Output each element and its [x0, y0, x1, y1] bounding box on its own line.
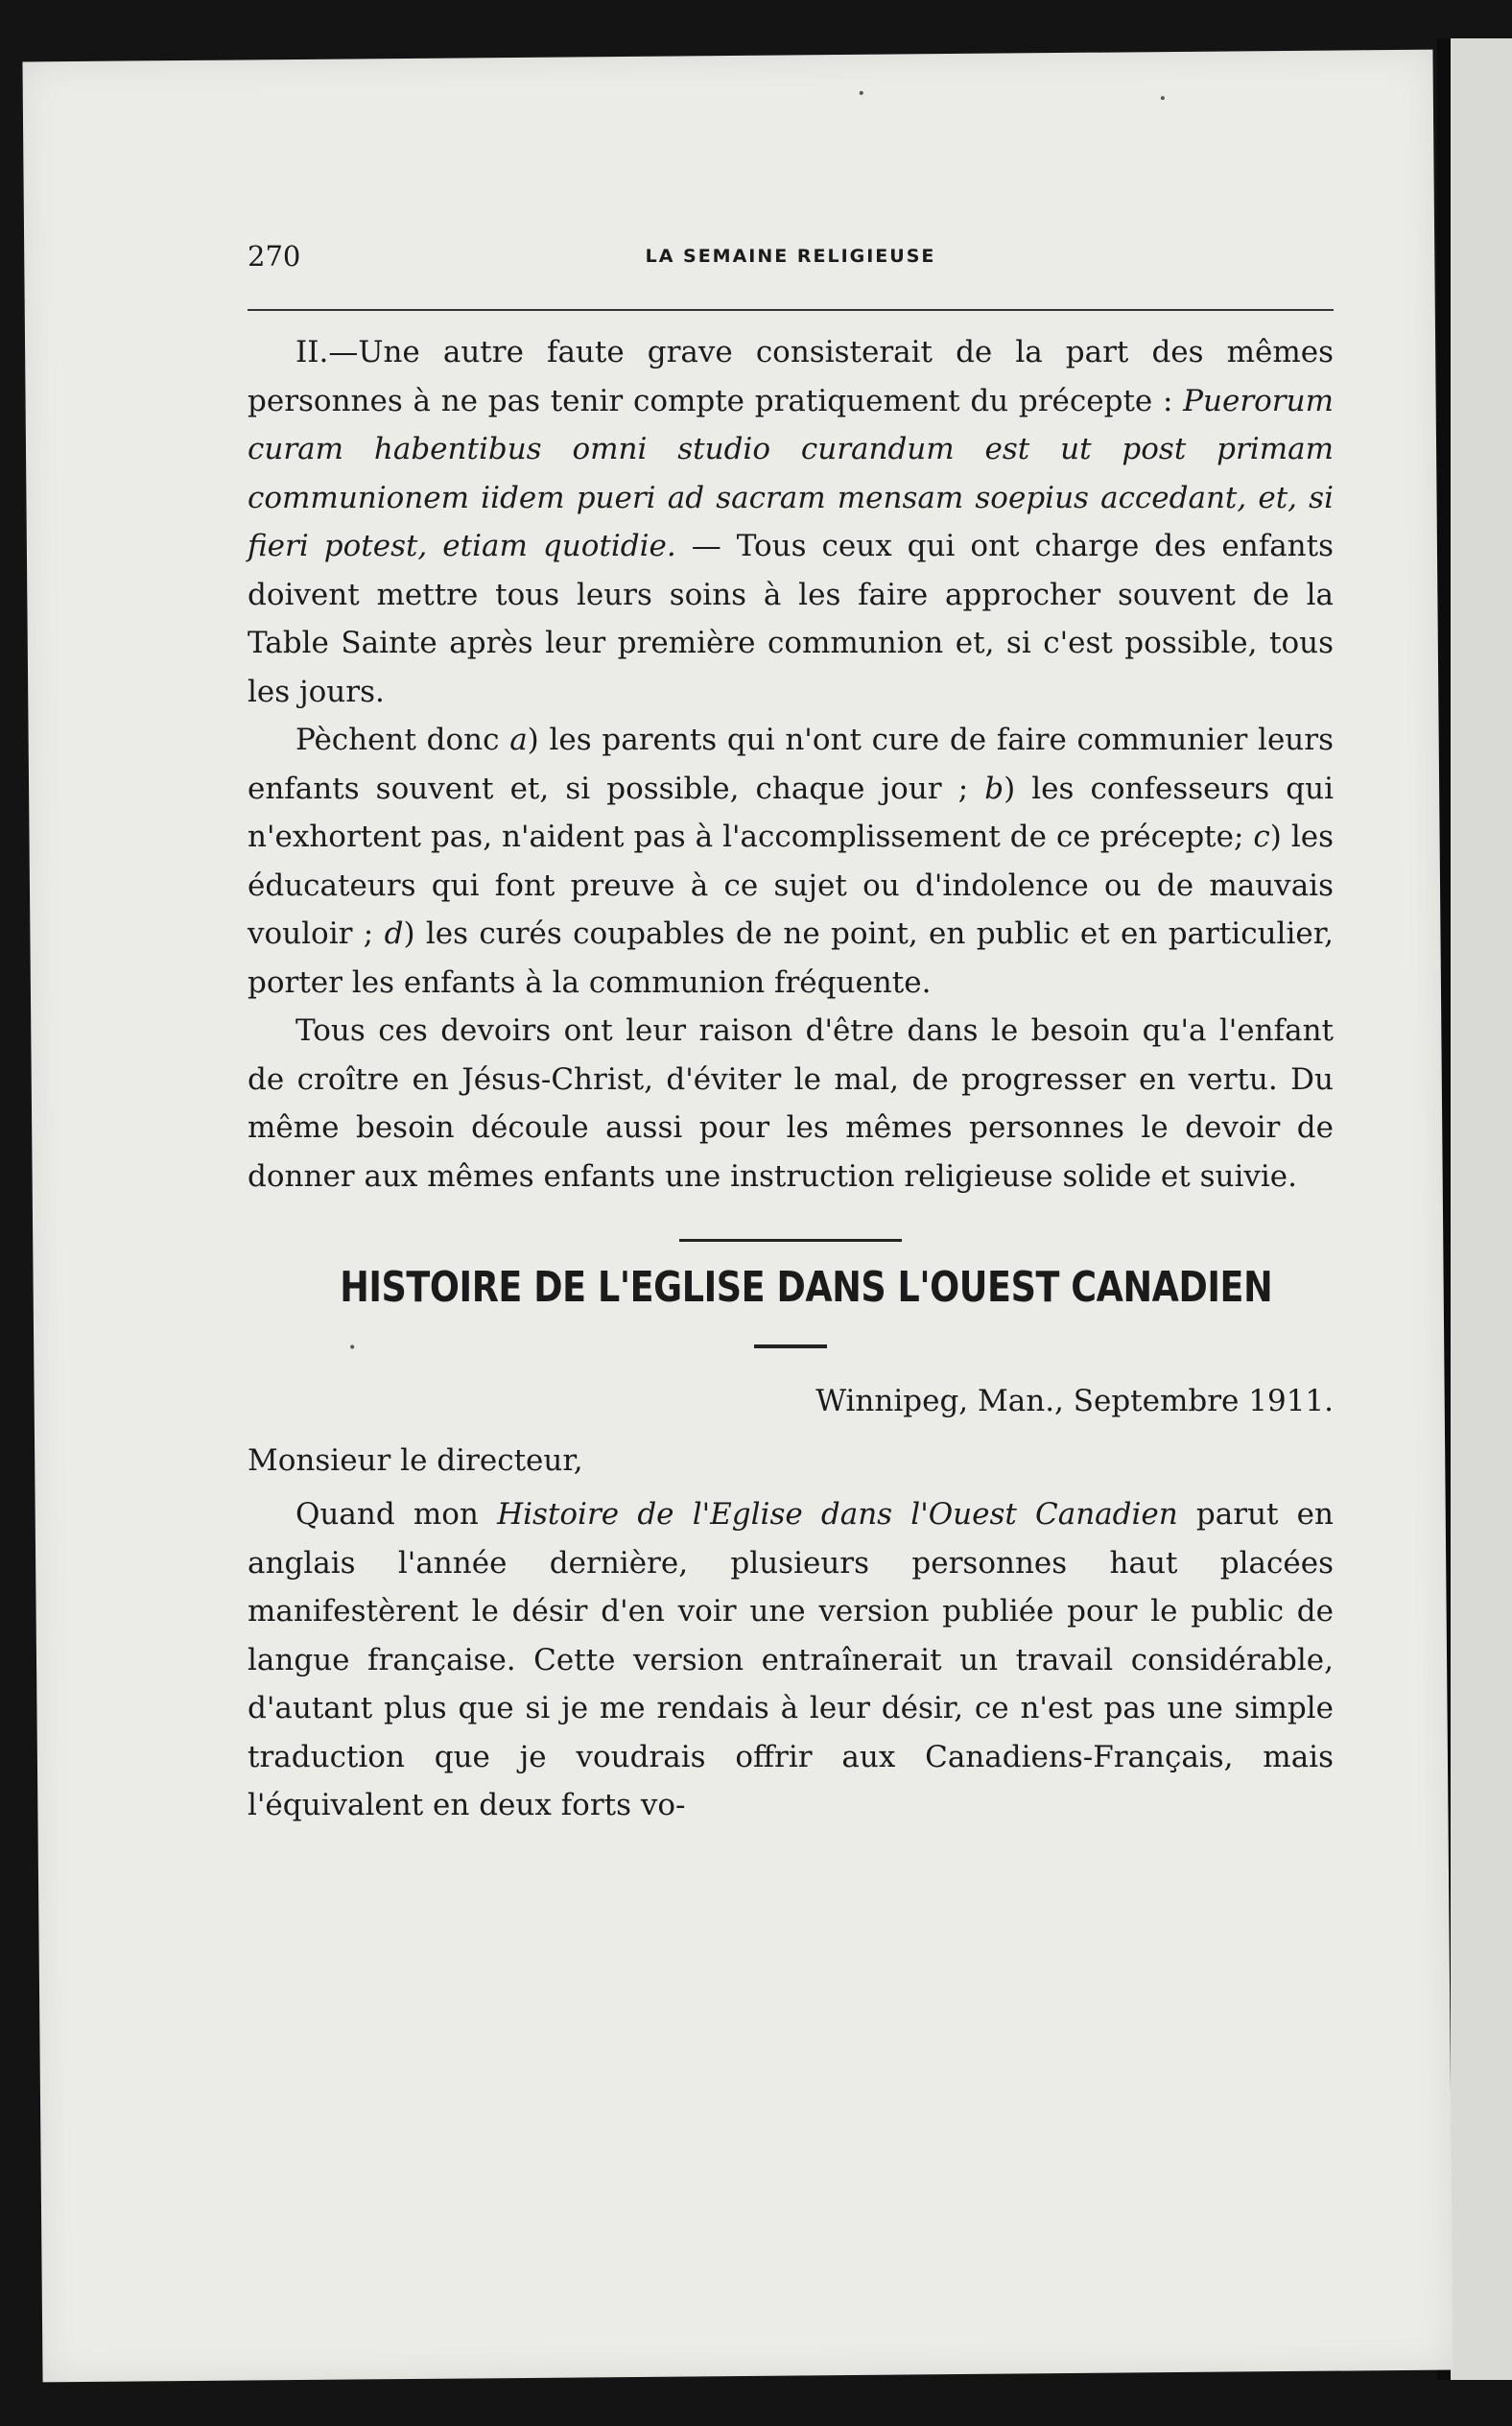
latin-precept: Puerorum curam habentibus omni studio curandum est ut post primam communionem iidem pueri ad sacram mensam soepius accedant, et, si fieri potest, etiam quotidie. — [248, 383, 1334, 563]
paragraph-ii-rest: — Tous ceux qui ont charge des enfants doivent mettre tous leurs soins à les faire approcher souvent de la Table Sainte après leur première communion et, si c'est possible, tous les jours. — [248, 529, 1335, 709]
text-run: parut en anglais l'année dernière, plusieurs personnes haut placées manifestèrent le désir d'en voir une version publiée pour le public de langue française. Cette version entraînerait un travail considérable, d'autant plus que si je me rendais à leur désir, ce n'est pas une simple traduction que je voudrais offrir aux Canadiens-Français, mais l'équivalent en deux forts vo- — [248, 1497, 1334, 1822]
page-content — [248, 228, 1334, 1830]
letter-paragraph — [248, 1490, 1334, 1830]
paragraph-devoirs: Tous ces devoirs ont leur raison d'être dans le besoin qu'a l'enfant de croître en Jésus-Christ, d'éviter le mal, de progresser en vertu. Du même besoin découle aussi pour les mêmes personnes le devoir de donner aux mêmes enfants une instruction religieuse solide et suivie. — [248, 1013, 1334, 1194]
text-run: ) les parents qui n'ont cure de faire communier leurs enfants souvent et, si possible, chaque jour ; — [248, 723, 1334, 806]
title-underline-rule — [754, 1344, 827, 1348]
section-title: HISTOIRE DE L'EGLISE DANS L'OUEST CANADIEN — [340, 1263, 1273, 1312]
adjacent-page-edge — [1451, 38, 1512, 2380]
text-run: ) les éducateurs qui font preuve à ce sujet ou d'indolence ou de mauvais vouloir ; — [248, 820, 1334, 951]
dust-speck — [860, 91, 863, 95]
paragraph-ii-lead: II.—Une autre faute grave consisterait de la part des mêmes personnes à ne pas tenir compte pratiquement du précepte : — [248, 335, 1334, 418]
section-separator-rule — [679, 1239, 902, 1242]
item-letter: d — [384, 916, 404, 951]
book-title: Histoire de l'Eglise dans l'Ouest Canadien — [497, 1497, 1178, 1532]
header-rule — [248, 309, 1334, 311]
page-number: 270 — [248, 240, 301, 273]
item-letter: c — [1253, 820, 1270, 854]
item-letter: a — [509, 723, 528, 757]
paragraph-pechent — [248, 716, 1334, 1007]
dust-speck — [1161, 96, 1165, 100]
running-header — [248, 228, 1334, 284]
letter-salutation: Monsieur le directeur, — [248, 1443, 583, 1478]
text-run: ) les confesseurs qui n'exhortent pas, n'aident pas à l'accomplissement de ce précepte; — [248, 771, 1334, 854]
paragraph-ii — [248, 328, 1334, 716]
text-run: ) les curés coupables de ne point, en public et en particulier, porter les enfants à la communion fréquente. — [248, 916, 1334, 1000]
running-title: LA SEMAINE RELIGIEUSE — [645, 246, 936, 267]
item-letter: b — [984, 771, 1004, 806]
text-run: Quand mon — [295, 1497, 498, 1532]
text-run: Pèchent donc — [295, 723, 510, 757]
letter-place-date: Winnipeg, Man., Septembre 1911. — [815, 1384, 1334, 1418]
